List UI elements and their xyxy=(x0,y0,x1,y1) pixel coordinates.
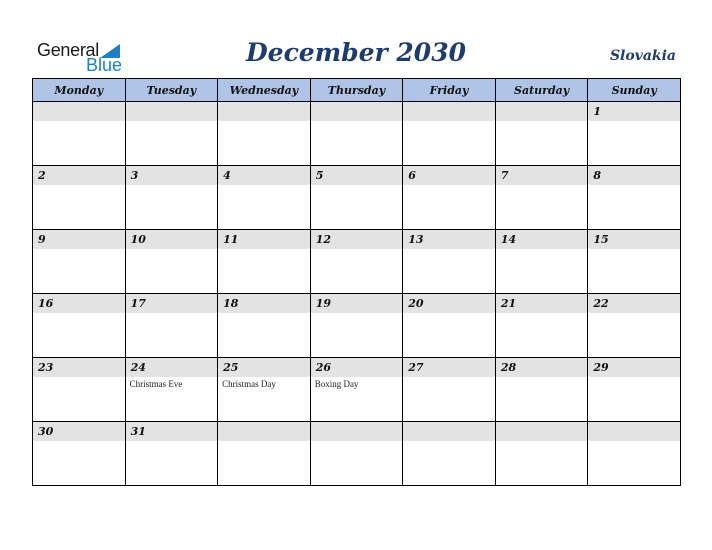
day-number: 1 xyxy=(593,105,602,118)
day-number: 15 xyxy=(593,233,609,246)
day-cell xyxy=(218,230,311,294)
day-cell xyxy=(310,422,403,486)
day-cell xyxy=(495,358,588,422)
weekday-header: Tuesday xyxy=(125,79,218,102)
day-number-band xyxy=(218,422,310,441)
day-number-band xyxy=(218,166,310,185)
day-number-band xyxy=(126,166,218,185)
weekday-header: Saturday xyxy=(495,79,588,102)
day-number: 8 xyxy=(593,169,602,182)
day-cell xyxy=(33,230,126,294)
weekday-header: Wednesday xyxy=(218,79,311,102)
day-cell xyxy=(403,166,496,230)
day-cell xyxy=(33,294,126,358)
day-cell xyxy=(495,422,588,486)
day-cell xyxy=(588,358,681,422)
day-number-band xyxy=(403,422,495,441)
day-cell xyxy=(218,294,311,358)
day-number-band xyxy=(218,102,310,121)
day-number: 4 xyxy=(223,169,231,182)
logo-text-blue: Blue xyxy=(86,55,123,75)
week-row xyxy=(33,294,681,358)
day-number: 31 xyxy=(130,425,146,438)
calendar-grid xyxy=(32,78,681,486)
day-cell xyxy=(403,102,496,166)
day-number: 22 xyxy=(593,297,609,310)
day-cell xyxy=(218,358,311,422)
day-number-band xyxy=(33,166,125,185)
day-cell xyxy=(588,230,681,294)
day-cell xyxy=(588,422,681,486)
day-cell xyxy=(495,294,588,358)
day-number: 7 xyxy=(500,169,509,182)
week-row xyxy=(33,358,681,422)
logo-text-general: General xyxy=(37,40,99,60)
day-cell xyxy=(310,166,403,230)
day-number-band xyxy=(496,166,588,185)
day-cell xyxy=(218,102,311,166)
day-number: 28 xyxy=(500,361,517,374)
day-number: 29 xyxy=(593,361,609,374)
week-row xyxy=(33,230,681,294)
day-cell xyxy=(33,102,126,166)
holiday-label: Christmas Eve xyxy=(129,379,183,389)
day-number-band xyxy=(403,166,495,185)
day-cell xyxy=(403,294,496,358)
weekday-header-row xyxy=(33,79,681,102)
day-cell xyxy=(495,230,588,294)
day-number-band xyxy=(311,422,403,441)
day-cell xyxy=(33,166,126,230)
country-label: Slovakia xyxy=(609,48,676,64)
day-number: 21 xyxy=(500,297,517,310)
weekday-header: Thursday xyxy=(310,79,403,102)
day-number-band xyxy=(311,166,403,185)
day-number: 13 xyxy=(408,233,424,246)
day-number: 24 xyxy=(130,361,146,374)
day-cell xyxy=(495,166,588,230)
day-number-band xyxy=(403,102,495,121)
weekday-header: Friday xyxy=(403,79,496,102)
holiday-label: Christmas Day xyxy=(222,379,276,389)
day-number-band xyxy=(311,102,403,121)
day-number: 26 xyxy=(315,361,331,374)
generalblue-logo xyxy=(37,40,127,74)
day-number: 5 xyxy=(315,169,324,182)
day-cell xyxy=(125,358,218,422)
day-number: 18 xyxy=(223,297,239,310)
day-cell xyxy=(125,230,218,294)
day-cell xyxy=(310,102,403,166)
week-row xyxy=(33,422,681,486)
day-number: 16 xyxy=(38,297,54,310)
day-number-band xyxy=(496,422,588,441)
day-number: 10 xyxy=(130,233,146,246)
day-cell xyxy=(588,294,681,358)
day-number: 3 xyxy=(130,169,139,182)
day-number-band xyxy=(588,166,680,185)
day-number: 12 xyxy=(315,233,331,246)
weekday-header: Sunday xyxy=(588,79,681,102)
day-cell xyxy=(125,422,218,486)
day-number: 6 xyxy=(408,169,416,182)
day-number: 25 xyxy=(223,361,239,374)
day-cell xyxy=(310,294,403,358)
week-row xyxy=(33,166,681,230)
day-number: 19 xyxy=(315,297,331,310)
day-number: 14 xyxy=(500,233,517,246)
day-number-band xyxy=(588,422,680,441)
day-cell xyxy=(403,230,496,294)
day-cell xyxy=(125,294,218,358)
week-row xyxy=(33,102,681,166)
day-cell xyxy=(218,422,311,486)
day-number-band xyxy=(588,102,680,121)
day-number: 27 xyxy=(408,361,424,374)
day-number: 9 xyxy=(38,233,46,246)
weekday-header: Monday xyxy=(33,79,126,102)
day-cell xyxy=(125,166,218,230)
day-number: 30 xyxy=(38,425,54,438)
holiday-label: Boxing Day xyxy=(314,379,359,389)
day-cell xyxy=(588,166,681,230)
day-number: 2 xyxy=(38,169,46,182)
day-cell xyxy=(33,358,126,422)
day-number: 20 xyxy=(408,297,424,310)
day-cell xyxy=(403,358,496,422)
day-cell xyxy=(403,422,496,486)
day-cell xyxy=(588,102,681,166)
day-cell xyxy=(33,422,126,486)
day-number-band xyxy=(33,102,125,121)
page-title: December 2030 xyxy=(245,38,466,67)
day-number: 11 xyxy=(223,233,239,246)
day-number-band xyxy=(126,102,218,121)
day-cell xyxy=(310,358,403,422)
day-number: 17 xyxy=(130,297,146,310)
day-number-band xyxy=(33,230,125,249)
day-cell xyxy=(218,166,311,230)
day-cell xyxy=(125,102,218,166)
day-cell xyxy=(310,230,403,294)
day-cell xyxy=(495,102,588,166)
day-number: 23 xyxy=(38,361,54,374)
day-number-band xyxy=(496,102,588,121)
